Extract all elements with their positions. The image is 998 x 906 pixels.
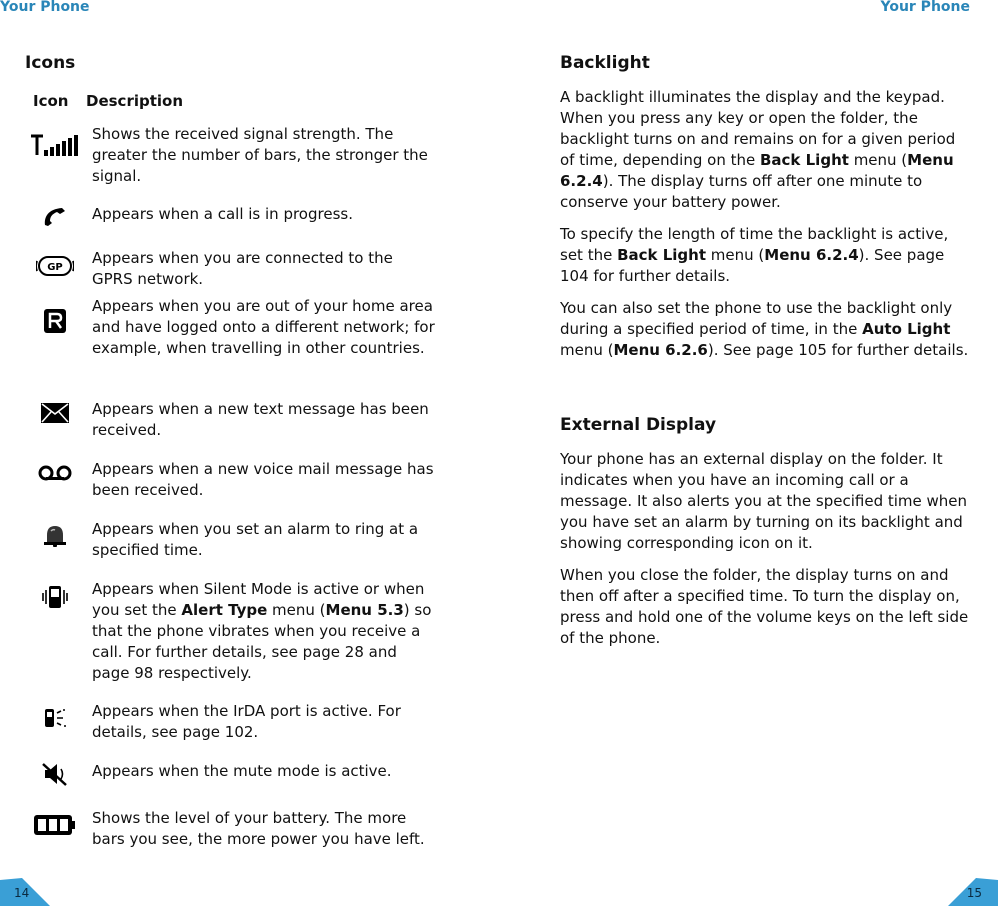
mute-description: Appears when the mute mode is active.: [92, 762, 392, 780]
silent-mode-description: Appears when Silent Mode is active or when you set the Alert Type menu (Menu 5.3) so that the phone vibrates when you receive a call. For further details, see page 28 and page 98 respectively.: [92, 580, 432, 682]
menu-6-2-6-reference: Menu 6.2.6: [613, 341, 708, 359]
page-number-right-tab: [948, 878, 998, 906]
backlight-section-title: Backlight: [560, 53, 650, 73]
right-running-header: Your Phone: [880, 0, 970, 15]
menu-6-2-4-reference: Menu 6.2.4: [560, 151, 954, 190]
backlight-paragraph-2: To specify the length of time the backlight is active, set the Back Light menu (Menu 6.2.4). See page 104 for further details.: [560, 225, 949, 285]
page-number-left: 14: [14, 886, 30, 900]
alarm-description: Appears when you set an alarm to ring at a specified time.: [92, 520, 419, 559]
silent-mode-icon: [36, 584, 74, 610]
text-message-icon: [36, 400, 74, 426]
irda-description: Appears when the IrDA port is active. For details, see page 102.: [92, 702, 401, 741]
menu-5-3-reference: Menu 5.3: [325, 601, 404, 619]
icons-section-title: Icons: [25, 53, 76, 73]
auto-light-menu-name: Auto Light: [862, 320, 951, 338]
voice-mail-description: Appears when a new voice mail message has been received.: [92, 460, 434, 499]
gprs-description: Appears when you are connected to the GPRS network.: [92, 249, 393, 288]
alarm-icon: [36, 522, 74, 548]
roaming-icon: [36, 308, 74, 334]
irda-icon: [36, 705, 74, 731]
gprs-icon: [36, 253, 74, 279]
back-light-menu-name: Back Light: [759, 151, 849, 169]
left-running-header: Your Phone: [0, 0, 90, 15]
call-in-progress-icon: [36, 203, 74, 229]
battery-description: Shows the level of your battery. The more bars you see, the more power you have left.: [92, 809, 425, 848]
call-in-progress-description: Appears when a call is in progress.: [92, 205, 353, 223]
battery-icon: [32, 812, 76, 838]
page-number-left-tab: [0, 878, 50, 906]
menu-6-2-4-reference: Menu 6.2.4: [764, 246, 859, 264]
page-number-right: 15: [966, 886, 982, 900]
external-display-section-title: External Display: [560, 415, 717, 435]
signal-strength-icon: [30, 133, 80, 159]
mute-icon: [36, 761, 74, 787]
external-display-paragraph-1: Your phone has an external display on the folder. It indicates when you have an incoming call or a message. It also alerts you at the specified time when you have set an alarm by turning on its backlight and showing corresponding icon on it.: [560, 450, 968, 552]
voice-mail-icon: [36, 460, 74, 486]
icon-column-header: Icon: [33, 92, 69, 110]
roaming-description: Appears when you are out of your home area and have logged onto a different network; for example, when travelling in other countries.: [92, 297, 435, 357]
signal-strength-description: Shows the received signal strength. The greater the number of bars, the stronger the signal.: [92, 125, 428, 185]
svg-text:GP: GP: [47, 262, 63, 273]
backlight-paragraph-3: You can also set the phone to use the backlight only during a specified period of time, in the Auto Light menu (Menu 6.2.6). See page 105 for further details.: [560, 299, 969, 359]
description-column-header: Description: [86, 92, 184, 110]
back-light-menu-name: Back Light: [617, 246, 707, 264]
backlight-paragraph-1: A backlight illuminates the display and the keypad. When you press any key or open the folder, the backlight turns on and remains on for a given period of time, depending on the Back Light menu (Menu 6.2.4). The display turns off after one minute to conserve your battery power.: [560, 88, 956, 211]
alert-type-menu-name: Alert Type: [181, 601, 268, 619]
text-message-description: Appears when a new text message has been received.: [92, 400, 429, 439]
external-display-paragraph-2: When you close the folder, the display turns on and then off after a specified time. To turn the display on, press and hold one of the volume keys on the left side of the phone.: [560, 566, 969, 647]
